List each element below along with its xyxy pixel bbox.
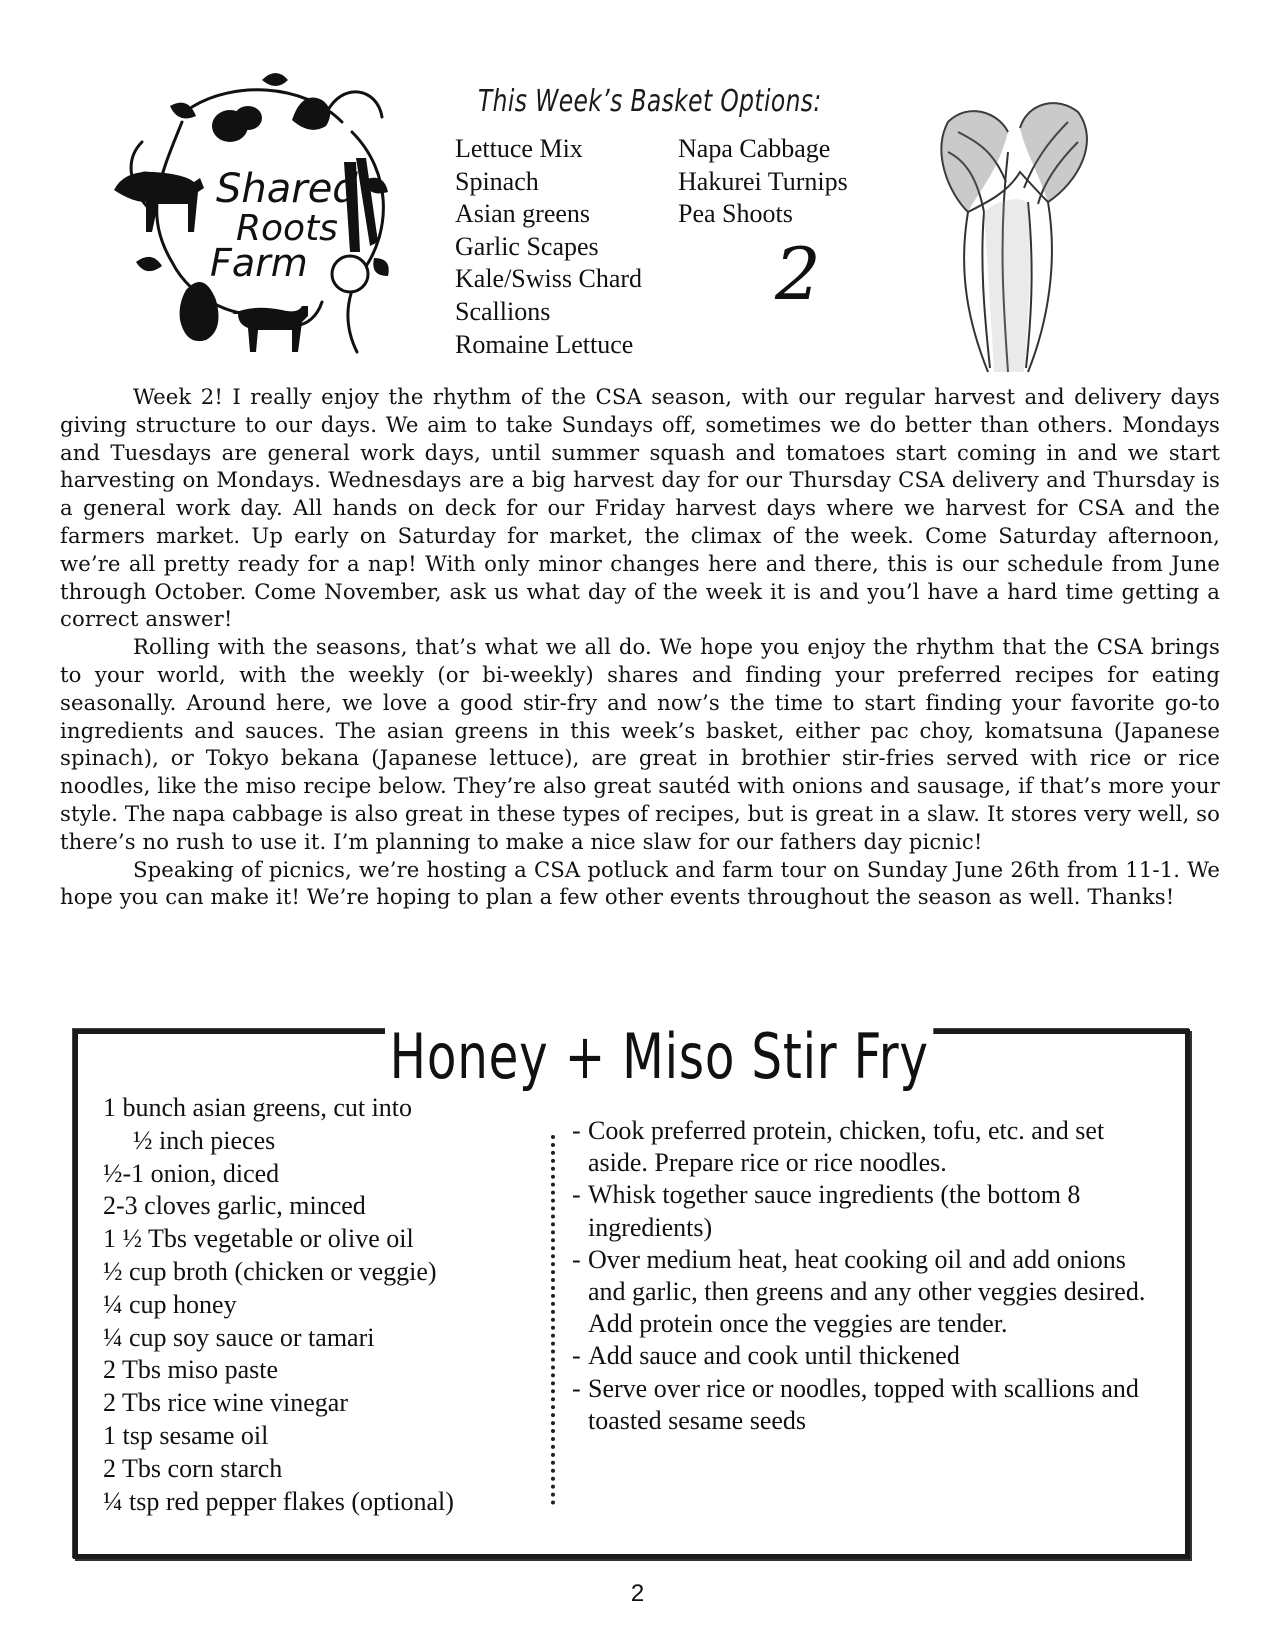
shared-roots-farm-logo — [112, 62, 420, 370]
ingredient-item: ¼ cup honey — [103, 1289, 237, 1319]
ingredients-list — [103, 1092, 503, 1518]
logo-text-shared: Shared — [216, 166, 358, 212]
recipe-step: - Over medium heat, heat cooking oil and add onions and garlic, then greens and any other veggies desired. Add protein once the veggies are tender. — [572, 1244, 1162, 1341]
basket-item: Hakurei Turnips — [678, 166, 848, 196]
recipe-divider — [551, 1135, 555, 1505]
basket-column-1 — [455, 133, 642, 361]
article-paragraph: Speaking of picnics, we’re hosting a CSA potluck and farm tour on Sunday June 26th from 11-1. We hope you can make it! We’re hoping to plan a few other events throughout the season as well. Thanks! — [60, 856, 1220, 910]
week-number: 2 — [775, 232, 821, 316]
basket-item: Napa Cabbage — [678, 134, 831, 163]
ingredient-item: ½-1 onion, diced — [103, 1158, 280, 1188]
ingredient-item: 1 bunch asian greens, cut into — [103, 1093, 413, 1122]
recipe-step: - Cook preferred protein, chicken, tofu, etc. and set aside. Prepare rice or rice noodles. — [572, 1115, 1162, 1179]
ingredient-item: 1 tsp sesame oil — [103, 1420, 269, 1450]
ingredient-item: 2 Tbs rice wine vinegar — [103, 1388, 348, 1418]
ingredient-item: 1 ½ Tbs vegetable or olive oil — [103, 1224, 414, 1254]
newsletter-article — [60, 383, 1220, 911]
ingredient-item: ½ inch pieces — [133, 1125, 276, 1155]
basket-item: Asian greens — [455, 199, 591, 229]
recipe-steps — [572, 1115, 1162, 1437]
basket-item: Scallions — [455, 296, 551, 326]
ingredient-item: 2 Tbs miso paste — [103, 1355, 279, 1385]
basket-column-2 — [678, 133, 848, 231]
basket-item: Romaine Lettuce — [455, 329, 634, 359]
basket-item: Garlic Scapes — [455, 231, 599, 261]
basket-item: Lettuce Mix — [455, 134, 583, 163]
article-paragraph: Week 2! I really enjoy the rhythm of the CSA season, with our regular harvest and delivery days giving structure to our days. We aim to take Sundays off, sometimes we do better than others. Mondays and Tuesdays are general work days, until summer squash and tomatoes start coming in and we start harvesting on Mondays. Wednesdays are a big harvest day for our Thursday CSA delivery and Thursday is a general work day. All hands on deck for our Friday harvest days where we harvest for CSA and the farmers market. Up early on Saturday for market, the climax of the week. Come Saturday afternoon, we’re all pretty ready for a nap! With only minor changes here and there, this is our schedule from June through October. Come November, ask us what day of the week it is and you’l have a hard time getting a correct answer! — [60, 384, 1220, 632]
article-paragraph: Rolling with the seasons, that’s what we all do. We hope you enjoy the rhythm that the CSA brings to your world, with the weekly (or bi-weekly) shares and finding your preferred recipes for eating seasonally. Around here, we love a good stir-fry and now’s the time to start finding your favorite go-to ingredients and sauces. The asian greens in this week’s basket, either pac choy, komatsuna (Japanese spinach), or Tokyo bekana (Japanese lettuce), are great in brothier stir-fries served with rice or rice noodles, like the miso recipe below. They’re also great sautéd with onions and sausage, if that’s more your style. The napa cabbage is also great in these types of recipes, but is great in a slaw. It stores very well, so there’s no rush to use it. I’m planning to make a nice slaw for our fathers day picnic! — [60, 634, 1220, 854]
recipe-step: - Add sauce and cook until thickened — [572, 1340, 1162, 1372]
recipe-step: - Serve over rice or noodles, topped with scallions and toasted sesame seeds — [572, 1373, 1162, 1437]
ingredient-item: ½ cup broth (chicken or veggie) — [103, 1256, 437, 1286]
logo-text-farm: Farm — [210, 241, 308, 285]
basket-item: Pea Shoots — [678, 199, 793, 229]
napa-cabbage-illustration — [928, 92, 1104, 378]
logo-text-roots: Roots — [236, 208, 338, 249]
basket-item: Spinach — [455, 166, 539, 196]
basket-options-title: This Week’s Basket Options: — [478, 84, 822, 119]
recipe-step: - Whisk together sauce ingredients (the bottom 8 ingredients) — [572, 1179, 1162, 1243]
ingredient-item: ¼ tsp red pepper flakes (optional) — [103, 1486, 454, 1516]
recipe-title: Honey + Miso Stir Fry — [385, 1026, 933, 1088]
ingredient-item: 2-3 cloves garlic, minced — [103, 1191, 366, 1221]
ingredient-item: 2 Tbs corn starch — [103, 1453, 283, 1483]
ingredient-item: ¼ cup soy sauce or tamari — [103, 1322, 375, 1352]
basket-item: Kale/Swiss Chard — [455, 264, 643, 294]
page-number: 2 — [630, 1580, 645, 1607]
